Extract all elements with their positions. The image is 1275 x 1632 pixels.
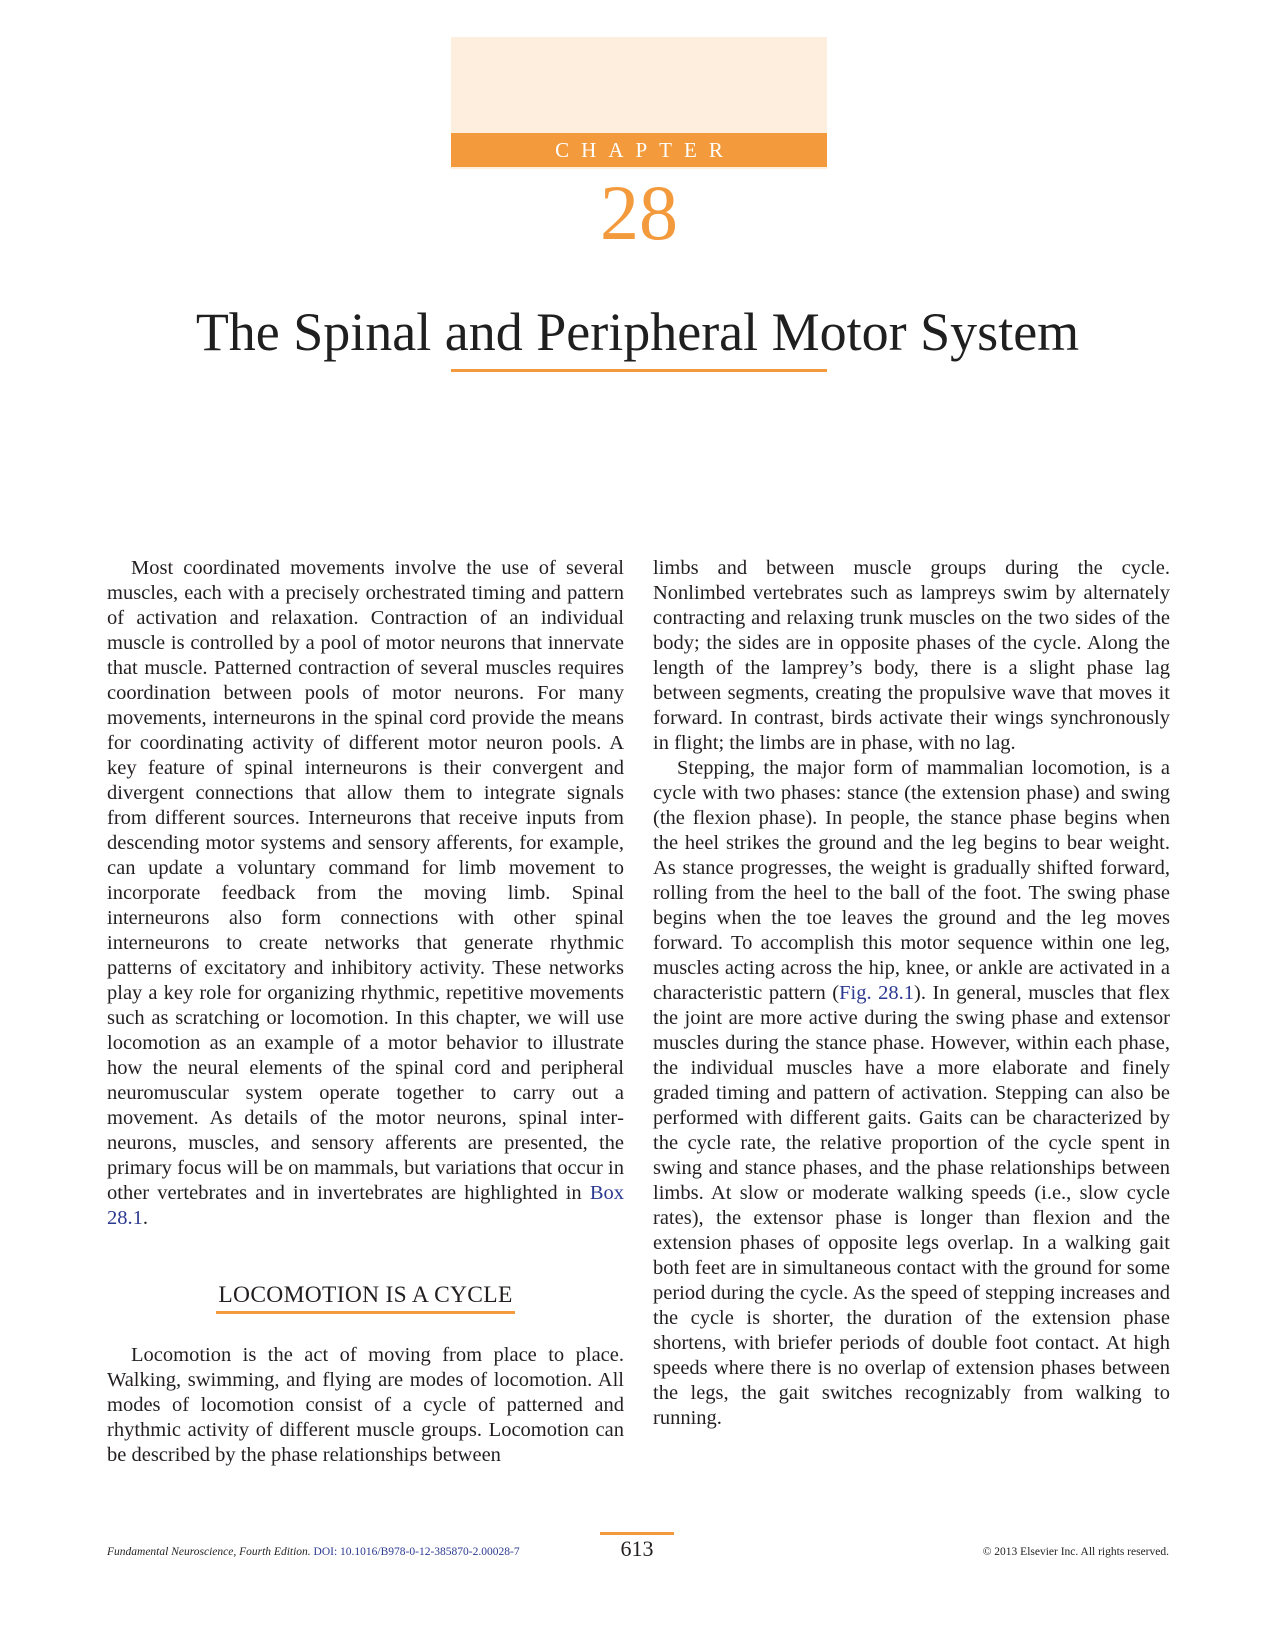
- continued-paragraph: limbs and between muscle groups during the cycle. Nonlimbed vertebrates such as lampreys swim by alternately contracting and relaxing trunk muscles on the two sides of the body; the sides are in opposite phases of the cycle. Along the length of the lamprey’s body, there is a slight phase lag between segments, creating the propulsive wave that moves it forward. In contrast, birds activate their wings synchronously in flight; the limbs are in phase, with no lag.: [653, 557, 1170, 754]
- right-column: [653, 556, 1170, 1431]
- chapter-label: CHAPTER: [451, 133, 827, 167]
- footer-citation: [107, 1546, 520, 1558]
- doi-link[interactable]: DOI: 10.1016/B978-0-12-385870-2.00028-7: [313, 1546, 520, 1558]
- box-28-1-link[interactable]: Box 28.1: [107, 1182, 624, 1229]
- footer-book-title: Fundamental Neuroscience, Fourth Edition.: [107, 1546, 311, 1558]
- chapter-title: The Spinal and Peripheral Motor System: [195, 302, 1080, 362]
- intro-text-end: .: [142, 1207, 148, 1229]
- section-heading-text: LOCOMOTION IS A CYCLE: [216, 1280, 514, 1314]
- section-heading: [107, 1280, 624, 1314]
- left-column: [107, 556, 624, 1468]
- stepping-text-end: ). In general, muscles that flex the joint are more active during the swing phase and extensor muscles during the stance phase. However, within each phase, the individual muscles have a more elaborate and finely graded timing and pattern of activation. Stepping can also be performed with different gaits. Gaits can be characterized by the cycle rate, the relative proportion of the cycle spent in swing and stance phases, and the phase relationships between limbs. At slow or moderate walking speeds (i.e., slow cycle rates), the extensor phase is longer than flexion and the extension phases of opposite legs overlap. In a walking gait both feet are in simultaneous contact with the ground for some period during the cycle. As the speed of stepping increases and the cycle is shorter, the duration of the extension phase shortens, with briefer periods of double foot contact. At high speeds where there is no overlap of extension phases between the legs, the gait switches recognizably from walking to running.: [653, 982, 1170, 1429]
- page-number: 613: [620, 1536, 654, 1561]
- intro-paragraph: [107, 556, 624, 1231]
- fig-28-1-link[interactable]: Fig. 28.1: [839, 982, 915, 1004]
- stepping-text: Stepping, the major form of mammalian locomotion, is a cycle with two phases: stance (the extension phase) and swing (the flexion phase). In people, the stance phase begins when the heel strikes the ground and the leg begins to bear weight. As stance progresses, the weight is gradually shifted forward, rolling from the heel to the ball of the foot. The swing phase begins when the toe leaves the ground and the leg moves forward. To accomplish this motor sequence within one leg, muscles acting across the hip, knee, or ankle are activated in a characteristic pattern (: [653, 757, 1170, 1004]
- stepping-paragraph: [653, 756, 1170, 1431]
- title-underline: [451, 369, 827, 372]
- chapter-number: 28: [600, 169, 678, 256]
- intro-text: Most coordinated movements involve the use of several muscles, each with a precisely orchestrated timing and pattern of activation and relaxation. Contraction of an individual muscle is controlled by a pool of motor neurons that innervate that muscle. Patterned contraction of several muscles requires coordination between pools of motor neurons. For many movements, interneurons in the spinal cord provide the means for coordinating activity of different motor neuron pools. A key feature of spinal interneurons is their convergent and divergent connections that allow them to integrate signals from different sources. Interneurons that receive inputs from descending motor systems and sensory afferents, for example, can update a voluntary command for limb movement to incorporate feedback from the moving limb. Spinal interneurons also form connections with other spinal interneurons to create networks that generate rhythmic patterns of excitatory and inhibitory activity. These networks play a key role for organizing rhythmic, repetitive movements such as scratching or locomotion. In this chapter, we will use locomotion as an example of a motor behavior to illustrate how the neural elements of the spinal cord and peripheral neuromuscular system operate together to carry out a movement. As details of the motor neurons, spinal interneurons, muscles, and sensory afferents are presented, the primary focus will be on mammals, but variations that occur in other vertebrates and in invertebrates are highlighted in: [107, 557, 624, 1204]
- footer-copyright: © 2013 Elsevier Inc. All rights reserved.: [982, 1546, 1169, 1558]
- locomotion-paragraph: Locomotion is the act of moving from place to place. Walking, swimming, and flying are modes of locomotion. All modes of locomotion consist of a cycle of patterned and rhythmic activity of different muscle groups. Locomotion can be described by the phase relationships between: [107, 1344, 624, 1466]
